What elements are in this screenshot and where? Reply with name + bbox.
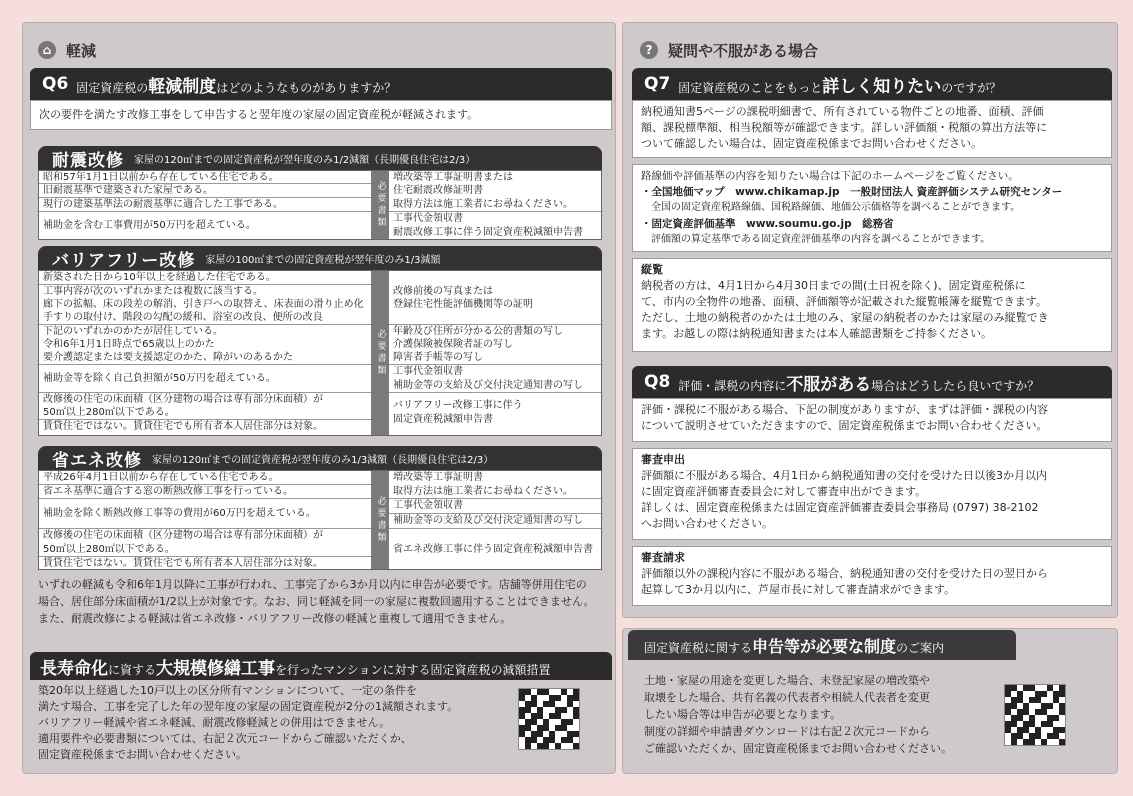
choju-header: 長寿命化に資する大規模修繕工事を行ったマンションに対する固定資産税の減額措置 [30,652,612,680]
keigen-notes: いずれの軽減も令和6年1月以降に工事が行われ、工事完了から3か月以内に申告が必要です。店舗等併用住宅の 場合、居住部分床面積が1/2以上が対象です。なお、同じ軽減を同一の家屋に複数回適用することはできません。 また、耐震改修による軽減は省エネ改修・バリアフリー改修の軽減と重複して適用できません。 [38,578,595,625]
q8-header: Q8 評価・課税の内容に不服がある場合はどうしたら良いですか？ [632,366,1112,398]
qr-code-shinkoku[interactable] [1004,684,1066,746]
shinkoku-header: 固定資産税に関する申告等が必要な制度のご案内 [628,630,1016,660]
barrier-table: 新築された日から10年以上を経過した住宅である。 工事内容が次のいずれかまたは複数に該当する。 廊下の拡幅、床の段差の解消、引き戸への取替え、床表面の滑り止め化 手すりの取付け、階段の勾配の緩和、浴室の改良、便所の改良 下記のいずれかのかたが居住している。 令和6年1月1日時点で65歳以上のかた 要介護認定または要支援認定のかた、障がいのあるかた 補助金等を除く自己負担額が50万円を超えている。 改修後の住宅の床面積（区分建物の場合は専有部分床面積）が 50㎡以上280㎡以下である。 賃貸住宅ではない。賃貸住宅でも所有者本人居住部分は対象。 必要書類 改修前後の写真または 登録住宅性能評価機関等の証明 年齢及び住所が分かる公的書類の写し 介護保険被保険者証の写し 障害者手帳等の写し 工事代金領収書 補助金等の支給及び交付決定通知書の写し バリアフリー改修工事に伴う 固定資産税減額申告書 [38,270,602,436]
shoene-band: 省エネ改修 家屋の120㎡までの固定資産税が翌年度のみ1/3減額（長期優良住宅は2/3） [38,446,602,470]
q7-box-meisai: 納税通知書5ページの課税明細書で、所有されている物件ごとの地番、面積、評価 額、課税標準額、相当税額等が確認できます。詳しい評価額・税額の算出方法等に ついて確認したい場合は、固定資産税係までお問い合わせください。 [632,100,1112,158]
q6-intro: 次の要件を満たす改修工事をして申告すると翌年度の家屋の固定資産税が軽減されます。 [30,100,612,130]
category-keigen: ⌂ 軽減 [26,36,96,64]
q8-box-intro: 評価・課税に不服がある場合、下記の制度がありますが、まずは評価・課税の内容 について説明させていただきますので、固定資産税係までお問い合わせください。 [632,398,1112,442]
barrier-band: バリアフリー改修 家屋の100㎡までの固定資産税が翌年度のみ1/3減額 [38,246,602,270]
q7-header: Q7 固定資産税のことをもっと詳しく知りたいのですが？ [632,68,1112,100]
category-gimon: ? 疑問や不服がある場合 [628,36,818,64]
choju-body: 築20年以上経過した10戸以上の区分所有マンションについて、一定の条件を 満たす場合、工事を完了した年の翌年度の家屋の固定資産税が2分の1減額されます。 バリアフリー軽減や省エネ軽減、耐震改修軽減との併用はできません。 適用要件や必要書類については、右記２次元コードからご確認いただくか、 固定資産税係までお問い合わせください。 [30,680,612,766]
taishin-table: 昭和57年1月1日以前から存在している住宅である。 旧耐震基準で建築された家屋である。 現行の建築基準法の耐震基準に適合した工事である。 補助金を含む工事費用が50万円を超えている。 必要書類 増改築等工事証明書または 住宅耐震改修証明書 取得方法は施工業者にお尋ねください。 工事代金領収書 耐震改修工事に伴う固定資産税減額申告書 [38,170,602,240]
home-icon: ⌂ [38,41,56,59]
q8-box-shinsa-moushide: 審査申出 評価額に不服がある場合、4月1日から納税通知書の交付を受けた日以後3か月以内 に固定資産評価審査委員会に対して審査申出ができます。 詳しくは、固定資産税係または固定資産評価審査委員会事務局 (0797) 38-2102 へお問い合わせください。 [632,448,1112,540]
taishin-band: 耐震改修 家屋の120㎡までの固定資産税が翌年度のみ1/2減額（長期優良住宅は2/3） [38,146,602,170]
shinkoku-body: 土地・家屋の用途を変更した場合、未登記家屋の増改築や 取壊をした場合、共有名義の代表者や相続人代表者を変更 したい場合等は申告が必要となります。 制度の詳細や申請書ダウンロードは右記２次元コードから ご確認いただくか、固定資産税係までお問い合わせください。 [644,674,952,755]
shoene-table: 平成26年4月1日以前から存在している住宅である。 省エネ基準に適合する窓の断熱改修工事を行っている。 補助金を除く断熱改修工事等の費用が60万円を超えている。 改修後の住宅の床面積（区分建物の場合は専有部分床面積）が 50㎡以上280㎡以下である。 賃貸住宅ではない。賃貸住宅でも所有者本人居住部分は対象。 必要書類 増改築等工事証明書 取得方法は施工業者にお尋ねください。 工事代金領収書 補助金等の支給及び交付決定通知書の写し 省エネ改修工事に伴う固定資産税減額申告書 [38,470,602,570]
q7-box-jurai: 縦覧 納税者の方は、4月1日から4月30日までの間(土日祝を除く)、固定資産税係に て、市内の全物件の地番、面積、評価額等が記載された縦覧帳簿を縦覧できます。 ただし、土地の納税者のかたは土地のみ、家屋の納税者のかたは家屋のみ縦覧でき ます。お越しの際は納税通知書または本人確認書類をご持参ください。 [632,258,1112,352]
q7-box-links: 路線価や評価基準の内容を知りたい場合は下記のホームページをご覧ください。 ・全国地価マップ www.chikamap.jp 一般財団法人 資産評価システム研究センター 全国の固定資産税路線価、国税路線価、地価公示価格等を調べることができます。 ・固定資産評価基準 www.soumu.go.jp 総務省 評価額の算定基準である固定資産評価基準の内容を調べることができます。 [632,164,1112,252]
q8-box-shinsa-seikyu: 審査請求 評価額以外の課税内容に不服がある場合、納税通知書の交付を受けた日の翌日から 起算して3か月以内に、芦屋市長に対して審査請求ができます。 [632,546,1112,606]
q6-header: Q6 固定資産税の軽減制度はどのようなものがありますか？ [30,68,612,100]
qr-code-mansion[interactable] [518,688,580,750]
question-icon: ? [640,41,658,59]
